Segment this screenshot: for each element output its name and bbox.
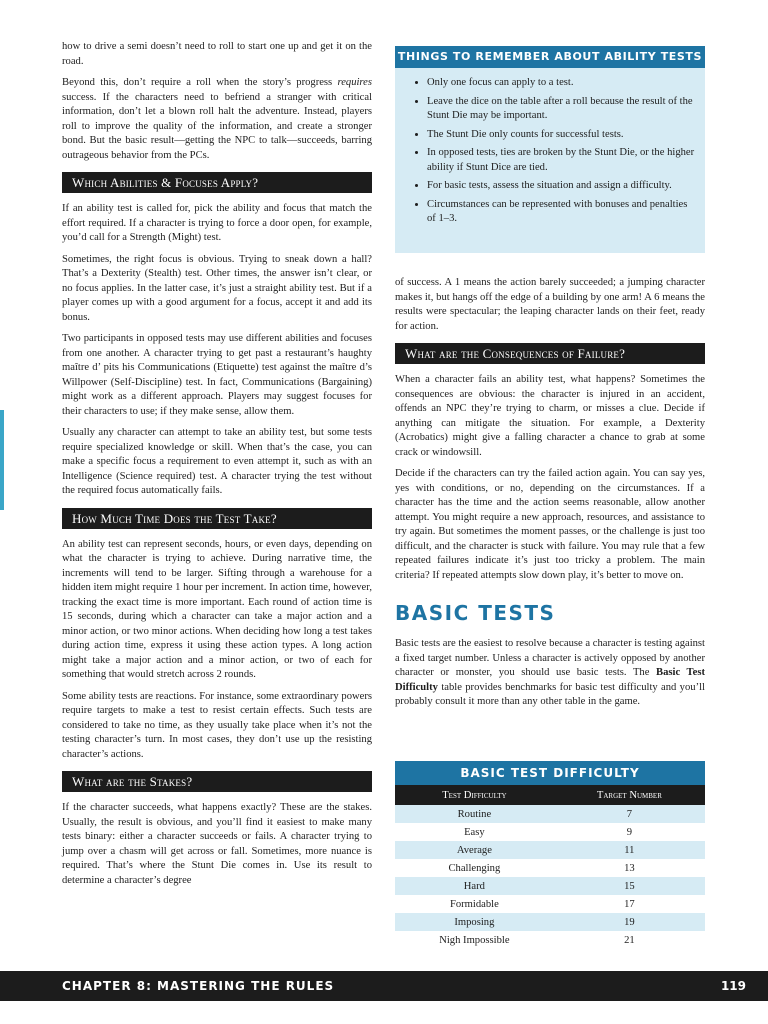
table-cell: 15 — [554, 877, 705, 895]
paragraph — [395, 637, 705, 710]
sidebar-title: THINGS TO REMEMBER ABOUT ABILITY TESTS — [395, 46, 705, 68]
chapter-section-heading: BASIC TESTS — [395, 601, 556, 625]
table-cell: 19 — [554, 913, 705, 931]
paragraph: Two participants in opposed tests may use different abilities and focuses from one another. A character trying to get past a restaurant’s haughty maître d’ pits his Communications (Etiquette) test against the maître d’s Willpower (Self-Discipline) test. In fact, Communications (Bargaining) might work as a different approach. Players may suggest focuses for their characters to use; if they make sense, allow them. — [62, 333, 372, 417]
text-run: table provides benchmarks for basic test difficulty and you’ll probably consult it more than any other table in the game. — [395, 681, 705, 707]
sidebar-box — [395, 46, 705, 253]
column-header: Target Number — [554, 785, 705, 805]
section-heading-test-time: How Much Time Does the Test Take? — [62, 508, 372, 529]
paragraph: Decide if the characters can try the failed action again. You can say yes, yes with conditions, or no, depending on the circumstances. If a character has the time and the action seems reasonable, allow another attempt. You might require a new approach, resources, and assistance to try again. But sometimes the moment passes, or the challenge is just too difficult, and the character is stuck with failure. You may rule that a few repeated failures indicate it’s just too tricky a problem. The main criteria? If repeated attempts slow down play, it’s better to move on. — [395, 468, 705, 581]
table-row — [395, 895, 705, 913]
paragraph: how to drive a semi doesn’t need to roll to start one up and get it on the road. — [62, 41, 372, 67]
paragraph: When a character fails an ability test, what happens? Sometimes the consequences are obvious: the character is injured in an accident, offends an NPC they’re trying to charm, or misses a clue. Decide if anything can mitigate the situation. For example, a Dexterity (Acrobatics) might give a falling character a chance to grab at some crack or windowsill. — [395, 374, 705, 458]
sidebar-list — [395, 76, 705, 227]
table-cell: 9 — [626, 826, 633, 838]
table-row — [395, 913, 705, 931]
left-column — [62, 40, 372, 895]
text-run: Basic tests are the easiest to resolve because a character is testing against a fixed target number. Unless a character is actively opposed by another character or monster, you should use basic tests. The — [395, 638, 705, 678]
table-row — [395, 859, 705, 877]
paragraph: An ability test can represent seconds, hours, or even days, depending on what the character is trying to achieve. During narrative time, the increments will tend to be larger. Sifting through a warehouse for a hidden item might require 1 hour per increment. In action time, however, tracking the exact time is more important. Each round of action time is 15 seconds, during which a character can take a major action and a minor action, or two minor actions. When deciding how long a test takes during action time, express it using these action types. A long action might take a major action and a minor action, or two of each for something that would stretch across 2 rounds. — [62, 538, 372, 680]
table-row — [395, 877, 705, 895]
sidebar-list-item: • In opposed tests, ties are broken by the Stunt Die, or the higher ability if Stunt Dice are tied. — [427, 146, 695, 175]
paragraph: Sometimes, the right focus is obvious. Trying to sneak down a hall? That’s a Dexterity (Stealth) test. Other times, the answer isn’t clear, or no focus applies. In the latter case, it’s just a straight ability test. But if a player comes up with a good argument for a focus, accept it and add its bonus. — [62, 253, 372, 323]
column-header: Test Difficulty — [395, 785, 554, 805]
sidebar-list-item: • For basic tests, assess the situation and assign a difficulty. — [427, 179, 695, 194]
table-title: BASIC TEST DIFFICULTY — [395, 761, 705, 785]
footer-chapter-title: CHAPTER 8: MASTERING THE RULES — [62, 979, 335, 993]
table-row — [395, 841, 705, 859]
table-cell: Easy — [464, 826, 485, 838]
paragraph: Usually any character can attempt to take an ability test, but some tests require specialized knowledge or skill. When that’s the case, you can make a specific focus a requirement to even attempt it, such as with an Intelligence (Science required) test. A character trying the test without the required focus automatically fails. — [62, 427, 372, 496]
bold-text: Basic Test Difficulty — [395, 667, 705, 693]
table-header-row — [395, 785, 705, 805]
table-cell: Formidable — [449, 898, 499, 910]
section-heading-failure: What are the Consequences of Failure? — [395, 343, 705, 364]
table-row — [395, 931, 705, 949]
paragraph: of success. A 1 means the action barely succeeded; a jumping character makes it, but hangs off the edge of a building by one arm! A 6 means the results were spectacular; the leaping character lands on their feet, ready for action. — [395, 277, 705, 332]
emphasis-text: requires — [337, 77, 372, 88]
paragraph: If an ability test is called for, pick the ability and focus that match the effort required. If a character is trying to force a door open, for example, you’d call for a Strength (Might) test. — [62, 203, 372, 243]
table-cell: Imposing — [395, 913, 554, 931]
page-edge-marker — [0, 410, 4, 510]
table-cell: 21 — [624, 934, 635, 946]
text-run: Beyond this, don’t require a roll when the story’s progress — [62, 77, 338, 88]
paragraph: If the character succeeds, what happens exactly? These are the stakes. Usually, the result is obvious, and you’ll find it easiest to make many tests binary: either a character succeeds or fails. A character trying to jump over a chasm will get across or fall. Sometimes, more nuance is required. That’s where the Stunt Die comes in. Use its result to determine a character’s degree — [62, 802, 372, 886]
paragraph: Some ability tests are reactions. For instance, some extraordinary powers require targets to make a test to resist certain effects. Such tests are considered to take no time, as they usually take place when it’s not the testing character’s turn. In most cases, they don’t use up the resisting character’s actions. — [62, 690, 372, 760]
page-footer — [0, 971, 768, 1001]
table-cell: Average — [395, 841, 554, 859]
paragraph — [62, 76, 372, 163]
section-heading-stakes: What are the Stakes? — [62, 771, 372, 792]
table-cell: Hard — [395, 877, 554, 895]
section-heading-abilities-focuses: Which Abilities & Focuses Apply? — [62, 172, 372, 193]
table-row — [395, 823, 705, 841]
text-run: success. If the characters need to befriend a stranger with critical information, don’t let a blown roll halt the adventure. Instead, players roll to improve the quality of the information, and create a stronger bond. But the basic result—getting the NPC to talk—succeeds, barring outrageous behavior from the PCs. — [62, 91, 372, 161]
table-cell: Challenging — [448, 862, 501, 874]
difficulty-table-box — [395, 761, 705, 949]
sidebar-list-item: • The Stunt Die only counts for successful tests. — [427, 128, 695, 143]
table-cell: 13 — [624, 862, 635, 874]
sidebar-list-item: • Leave the dice on the table after a roll because the result of the Stunt Die may be important. — [427, 95, 695, 124]
sidebar-list-item: • Circumstances can be represented with bonuses and penalties of 1–3. — [427, 198, 695, 227]
table-cell: Routine — [395, 805, 554, 823]
table-cell: 11 — [554, 841, 705, 859]
table-cell: Nigh Impossible — [439, 934, 510, 946]
table-row — [395, 805, 705, 823]
page-number: 119 — [720, 979, 746, 993]
table-cell: 17 — [624, 898, 635, 910]
table-cell: 7 — [554, 805, 705, 823]
right-column — [395, 276, 705, 717]
difficulty-table — [395, 785, 705, 949]
sidebar-list-item: • Only one focus can apply to a test. — [427, 76, 695, 91]
